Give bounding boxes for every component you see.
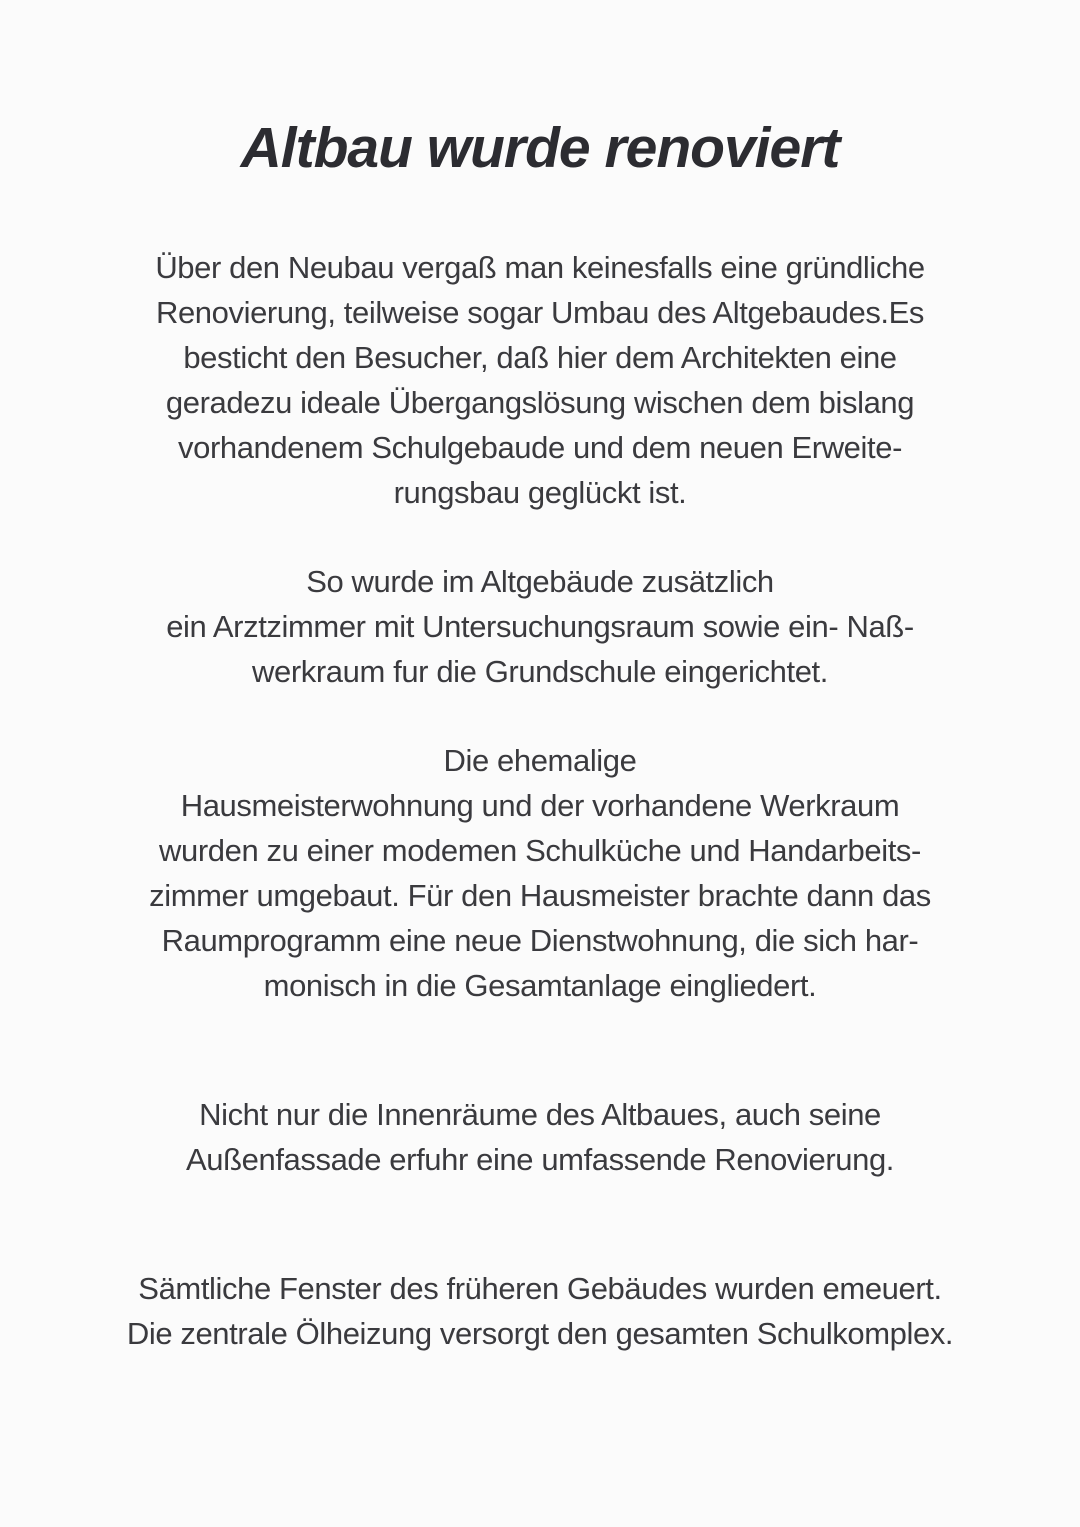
text-line: werkraum fur die Grundschule eingerichtet. — [252, 654, 828, 689]
text-line: rungsbau geglückt ist. — [393, 475, 687, 510]
page-title: Altbau wurde renoviert — [240, 116, 840, 180]
text-line: vorhandenem Schulgebaude und dem neuen Erweite- — [178, 430, 902, 465]
text-line: besticht den Besucher, daß hier dem Architekten eine — [183, 340, 897, 375]
paragraph — [70, 1092, 1010, 1182]
text-line: So wurde im Altgebäude zusätzlich — [306, 564, 774, 599]
text-line: Über den Neubau vergaß man keinesfalls eine gründliche — [155, 250, 925, 285]
text-line: ein Arztzimmer mit Untersuchungsraum sowie ein- Naß- — [166, 609, 914, 644]
paragraph — [70, 738, 1010, 1008]
paragraph — [70, 1266, 1010, 1356]
text-line: Die zentrale Ölheizung versorgt den gesamten Schulkomplex. — [126, 1316, 954, 1351]
text-line: wurden zu einer modemen Schulküche und Handarbeits- — [159, 833, 921, 868]
paragraph — [70, 245, 1010, 515]
text-line: Nicht nur die Innenräume des Altbaues, auch seine — [199, 1097, 881, 1132]
text-line: Sämtliche Fenster des früheren Gebäudes wurden emeuert. — [138, 1271, 942, 1306]
document-content — [70, 110, 1010, 1356]
text-line: Die ehemalige — [443, 743, 637, 778]
text-line: Raumprogramm eine neue Dienstwohnung, die sich har- — [161, 923, 919, 958]
text-line: monisch in die Gesamtanlage eingliedert. — [263, 968, 817, 1003]
text-line: zimmer umgebaut. Für den Hausmeister brachte dann das — [149, 878, 931, 913]
text-line: Außenfassade erfuhr eine umfassende Renovierung. — [185, 1142, 895, 1177]
text-line: Hausmeisterwohnung und der vorhandene Werkraum — [180, 788, 900, 823]
text-line: geradezu ideale Übergangslösung wischen dem bislang — [165, 385, 915, 420]
paragraph — [70, 559, 1010, 694]
text-line: Renovierung, teilweise sogar Umbau des Altgebaudes.Es — [155, 295, 925, 330]
